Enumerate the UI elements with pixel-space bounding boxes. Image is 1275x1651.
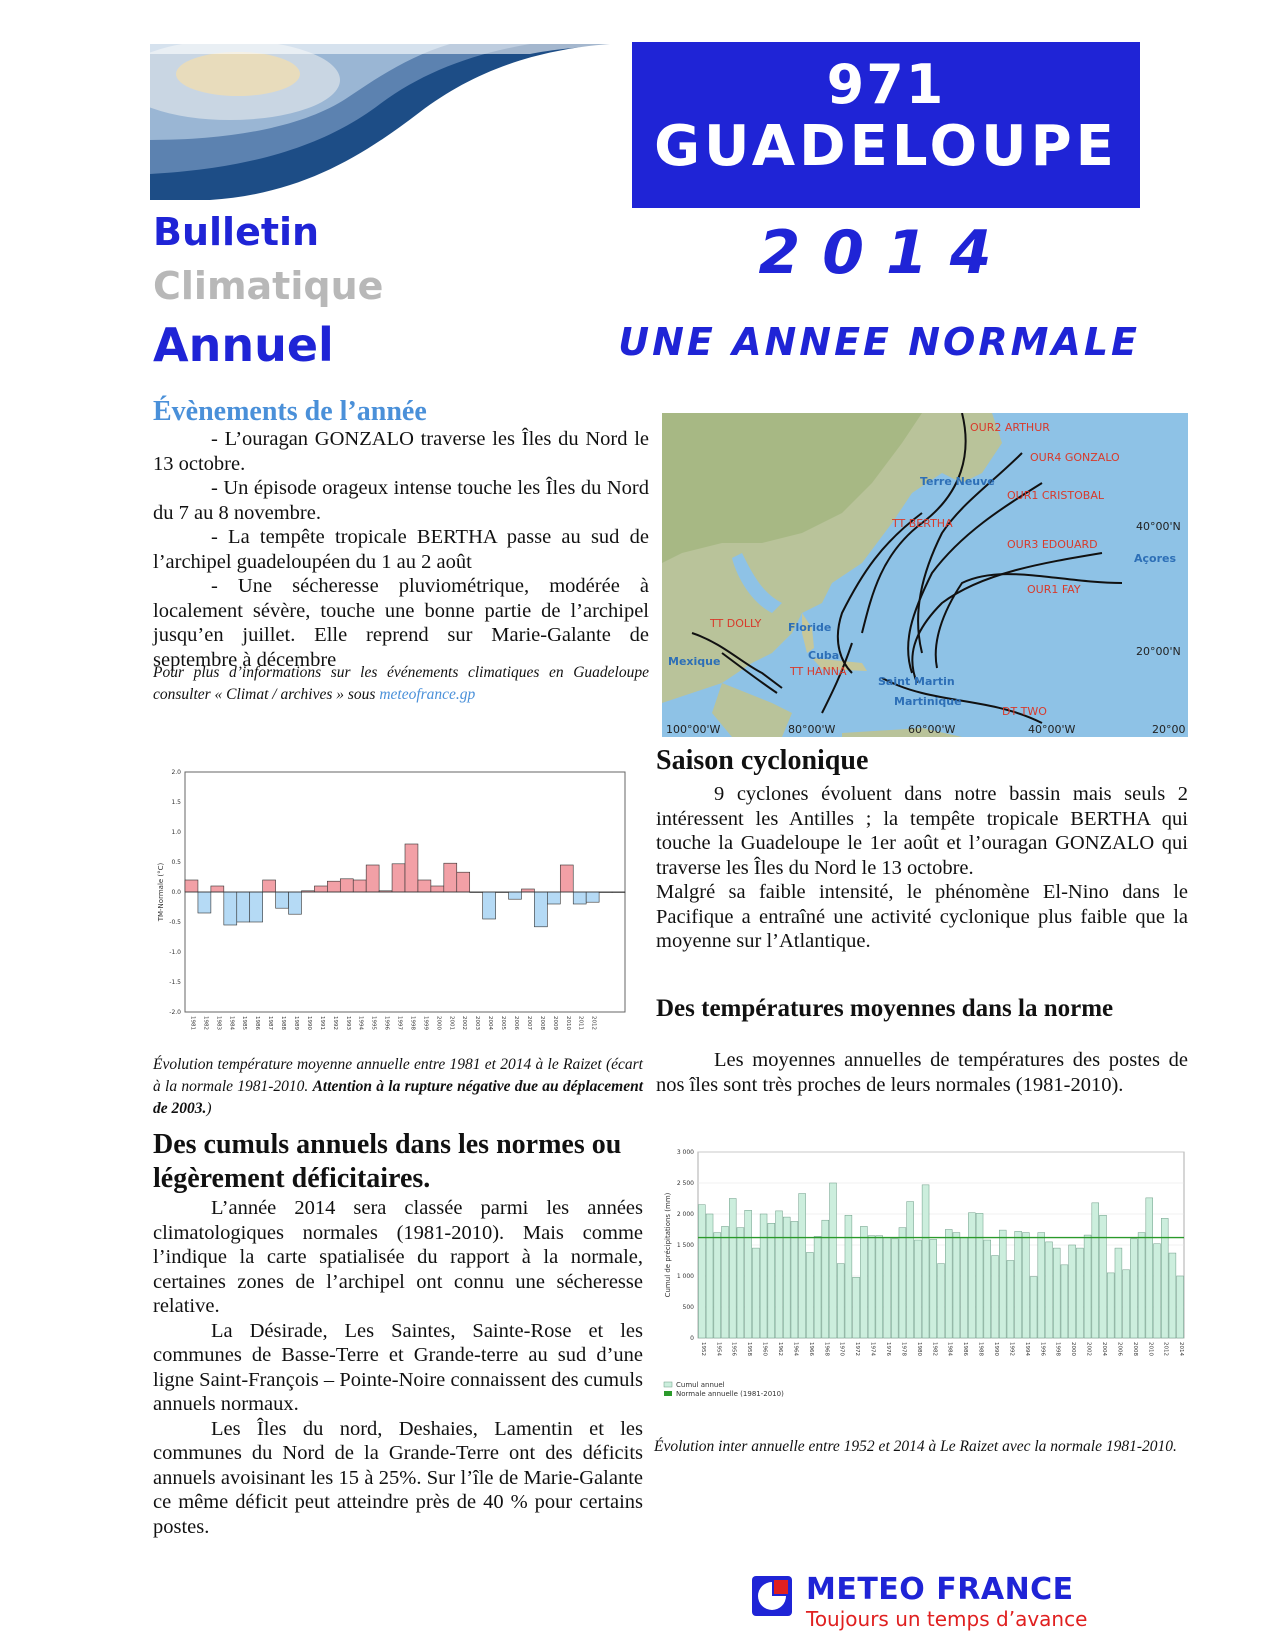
x-tick-label: 2002 (1085, 1342, 1092, 1356)
cyclone-paragraph: Malgré sa faible intensité, le phénomène El-Nino dans le Pacifique a entraîné une activité cyclonique plus faible que la moyenne sur l’Atlantique. (656, 881, 1188, 952)
rain-paragraph: La Désirade, Les Saintes, Sainte-Rose et les communes de Basse-Terre et Grande-terre au sud d’une ligne Saint-François – Pointe-Noire connaissent des cumuls annuels normaux. (153, 1319, 643, 1415)
x-tick-label: 1988 (280, 1016, 287, 1030)
y-tick-label: 2 500 (676, 1180, 694, 1187)
title-annuel: Annuel (153, 318, 334, 372)
bar (431, 886, 444, 892)
y-tick-label: 1 000 (676, 1273, 694, 1280)
bar (745, 1210, 752, 1338)
y-tick-label: 500 (682, 1304, 694, 1311)
bar (938, 1264, 945, 1338)
bar (722, 1226, 729, 1338)
lon-label: 20°00 (1152, 723, 1186, 736)
bar (698, 1205, 705, 1338)
y-tick-label: -1.0 (169, 949, 181, 956)
x-tick-label: 1984 (946, 1342, 953, 1356)
map-label: OUR1 CRISTOBAL (1007, 489, 1104, 502)
y-tick-label: -2.0 (169, 1009, 181, 1016)
x-tick-label: 1995 (370, 1016, 377, 1030)
x-tick-label: 2008 (1131, 1342, 1138, 1356)
temperature-caption (153, 1054, 643, 1120)
bar (999, 1230, 1006, 1338)
bar (509, 892, 522, 899)
x-tick-label: 2001 (448, 1016, 455, 1030)
map-svg (662, 413, 1188, 737)
bar (560, 865, 573, 892)
x-tick-label: 1996 (1039, 1342, 1046, 1356)
x-tick-label: 1983 (215, 1016, 222, 1030)
x-tick-label: 1997 (396, 1016, 403, 1030)
x-tick-label: 1976 (885, 1342, 891, 1356)
bar (250, 892, 263, 922)
lon-label: 60°00'W (908, 723, 956, 736)
x-tick-label: 1956 (730, 1342, 737, 1356)
bar (1076, 1248, 1083, 1338)
bar (483, 892, 496, 919)
y-tick-label: -1.5 (169, 979, 181, 986)
department-badge (632, 42, 1140, 208)
x-tick-label: 1981 (189, 1016, 196, 1030)
x-tick-label: 1982 (202, 1016, 209, 1030)
x-tick-label: 1958 (746, 1342, 753, 1356)
map-label: OUR3 EDOUARD (1007, 538, 1098, 551)
x-tick-label: 1991 (318, 1016, 325, 1030)
bar (899, 1228, 906, 1338)
bar (327, 881, 340, 892)
y-tick-label: -0.5 (169, 919, 181, 926)
x-tick-label: 1952 (699, 1342, 706, 1356)
place-label: Mexique (668, 655, 721, 668)
map-label: OUR4 GONZALO (1030, 451, 1120, 464)
x-tick-label: 1962 (777, 1342, 783, 1356)
x-tick-label: 2012 (590, 1016, 597, 1030)
bar (444, 863, 457, 892)
lat-label: 40°00'N (1136, 520, 1181, 533)
x-tick-label: 1988 (977, 1342, 984, 1356)
title-bulletin: Bulletin (153, 210, 320, 254)
x-tick-label: 2009 (551, 1016, 558, 1030)
x-tick-label: 1968 (823, 1342, 830, 1356)
bar (1177, 1276, 1184, 1338)
bar (737, 1228, 744, 1338)
bar (1161, 1218, 1168, 1338)
events-note (153, 662, 649, 706)
bar (1069, 1245, 1076, 1338)
bar (876, 1236, 883, 1338)
place-label: Terre Neuve (920, 475, 995, 488)
temperature-caption-warning: Attention à la rupture négative due au déplacement de 2003. (153, 1078, 643, 1117)
bar (714, 1233, 721, 1338)
events-note-text: Pour plus d’informations sur les événements climatiques en Guadeloupe consulter « Climat / archives » sous (153, 664, 649, 703)
bar (860, 1226, 867, 1338)
temperature-paragraph: Les moyennes annuelles de températures des postes de nos îles sont très proches de leurs normales (1981-2010). (656, 1049, 1188, 1096)
x-tick-label: 2007 (525, 1016, 532, 1030)
bar (768, 1223, 775, 1338)
bar (405, 844, 418, 892)
y-tick-label: 1.5 (171, 799, 181, 806)
bar (289, 892, 302, 914)
x-tick-label: 1966 (807, 1342, 814, 1356)
legend-swatch (664, 1382, 672, 1387)
bar (1092, 1203, 1099, 1338)
bar (1100, 1215, 1107, 1338)
y-tick-label: 3 000 (676, 1149, 694, 1156)
events-list (153, 427, 649, 672)
bar (907, 1202, 914, 1338)
temperature-caption-end: ) (206, 1100, 212, 1117)
bar (211, 886, 224, 892)
bar (799, 1194, 806, 1338)
bar (353, 880, 366, 892)
x-tick-label: 1992 (331, 1016, 338, 1030)
x-tick-label: 1990 (993, 1342, 999, 1356)
x-tick-label: 2011 (577, 1016, 584, 1030)
x-tick-label: 2000 (1070, 1342, 1077, 1356)
bar (1022, 1233, 1029, 1338)
annual-rainfall-chart (660, 1148, 1195, 1418)
bar (845, 1215, 852, 1338)
x-tick-label: 2004 (487, 1016, 494, 1030)
bar (224, 892, 237, 925)
x-tick-label: 2004 (1101, 1342, 1107, 1356)
bar (884, 1238, 891, 1338)
header-swirl-graphic (150, 44, 620, 200)
bulletin-subtitle: UNE ANNEE NORMALE (618, 320, 1140, 364)
x-tick-label: 1972 (854, 1342, 861, 1356)
map-label: OUR1 FAY (1027, 583, 1081, 596)
x-tick-label: 1996 (383, 1016, 390, 1030)
x-tick-label: 1990 (305, 1016, 312, 1030)
y-tick-label: 1.0 (171, 829, 181, 836)
bar (791, 1221, 798, 1338)
bar (914, 1240, 921, 1338)
bar (1007, 1261, 1014, 1339)
bar (1015, 1231, 1022, 1338)
temperature-heading: Des températures moyennes dans la norme (656, 995, 1114, 1022)
bar (534, 892, 547, 927)
event-item: - La tempête tropicale BERTHA passe au sud de l’archipel guadeloupéen du 1 au 2 août (153, 526, 649, 573)
events-heading: Évènements de l’année (153, 396, 427, 427)
x-tick-label: 1970 (838, 1342, 845, 1356)
x-tick-label: 2003 (474, 1016, 481, 1030)
x-tick-label: 2012 (1162, 1342, 1169, 1356)
bar (945, 1230, 952, 1339)
x-tick-label: 2000 (435, 1016, 442, 1030)
bar (1061, 1265, 1068, 1338)
x-tick-label: 1984 (228, 1016, 235, 1030)
x-tick-label: 2005 (500, 1016, 507, 1030)
bar (1130, 1239, 1137, 1338)
x-tick-label: 2008 (538, 1016, 545, 1030)
bar (891, 1239, 898, 1338)
y-tick-label: 0.5 (171, 859, 181, 866)
bar (457, 872, 470, 892)
map-label: TT HANNA (790, 665, 847, 678)
x-tick-label: 1994 (1023, 1342, 1030, 1356)
bar (1154, 1244, 1161, 1338)
bar (1123, 1270, 1130, 1338)
x-tick-label: 1974 (869, 1342, 876, 1356)
x-tick-label: 2002 (461, 1016, 468, 1030)
meteofrance-link[interactable]: meteofrance.gp (379, 686, 476, 703)
bar (1146, 1198, 1153, 1338)
lat-label: 20°00'N (1136, 645, 1181, 658)
x-tick-label: 1998 (1054, 1342, 1061, 1356)
lon-label: 100°00'W (666, 723, 721, 736)
bar (586, 892, 599, 902)
x-tick-label: 1998 (409, 1016, 416, 1030)
x-tick-label: 2006 (1116, 1342, 1123, 1356)
y-tick-label: 2.0 (171, 769, 181, 776)
bulletin-year: 2014 (758, 218, 1014, 288)
bar (1030, 1277, 1037, 1338)
place-label: Cuba (808, 649, 840, 662)
bar (837, 1264, 844, 1338)
rain-heading: Des cumuls annuels dans les normes ou légèrement déficitaires. (153, 1129, 622, 1194)
bar (984, 1240, 991, 1338)
legend-swatch (664, 1391, 672, 1396)
lon-label: 80°00'W (788, 723, 836, 736)
x-tick-label: 1960 (761, 1342, 768, 1356)
lon-label: 40°00'W (1028, 723, 1076, 736)
meteo-france-logo-icon (752, 1576, 792, 1616)
bar (521, 889, 534, 892)
bar (783, 1217, 790, 1338)
bar (1169, 1253, 1176, 1338)
cyclone-heading: Saison cyclonique (656, 745, 869, 776)
bar (1046, 1242, 1053, 1338)
bar (1084, 1235, 1091, 1338)
bar (418, 880, 431, 892)
bar (1115, 1248, 1122, 1338)
bar (392, 864, 405, 892)
bar (1053, 1248, 1060, 1338)
place-label: Floride (788, 621, 832, 634)
bar (961, 1238, 968, 1338)
bar (752, 1248, 759, 1338)
map-label: OUR2 ARTHUR (970, 421, 1050, 434)
bar (237, 892, 250, 922)
title-climatique: Climatique (153, 264, 384, 308)
legend-label: Cumul annuel (676, 1381, 725, 1389)
bar (806, 1252, 813, 1338)
rain-text (153, 1196, 643, 1539)
temperature-caption-text: Évolution température moyenne annuelle entre 1981 et 2014 à le Raizet (écart à la normale 1981-2010. (153, 1056, 643, 1095)
cyclone-tracks-map (662, 413, 1188, 737)
event-item: - L’ouragan GONZALO traverse les Îles du Nord le 13 octobre. (153, 428, 649, 475)
y-axis-label: TM-Normale (°C) (157, 862, 165, 922)
bar (1138, 1233, 1145, 1338)
brand-tagline: Toujours un temps d’avance (806, 1607, 1088, 1631)
bar (729, 1199, 736, 1339)
x-tick-label: 1989 (293, 1016, 299, 1030)
bar (760, 1214, 767, 1338)
y-tick-label: 1 500 (676, 1242, 694, 1249)
bar (830, 1183, 837, 1338)
department-number: 971 (826, 53, 946, 116)
event-item: - Un épisode orageux intense touche les Îles du Nord du 7 au 8 novembre. (153, 477, 649, 524)
bar (340, 879, 353, 892)
bar (776, 1211, 783, 1338)
x-tick-label: 2010 (564, 1016, 571, 1030)
y-axis-label: Cumul de précipitations (mm) (664, 1192, 672, 1298)
y-tick-label: 2 000 (676, 1211, 694, 1218)
map-label: TT BERTHA (892, 517, 953, 530)
y-tick-label: 0 (690, 1335, 694, 1342)
x-tick-label: 1993 (344, 1016, 351, 1030)
place-label: Martinique (894, 695, 962, 708)
x-tick-label: 2006 (513, 1016, 519, 1030)
map-label: DT TWO (1002, 705, 1047, 718)
bar (1038, 1233, 1045, 1338)
legend-label: Normale annuelle (1981-2010) (676, 1390, 784, 1398)
bar (263, 880, 276, 892)
x-tick-label: 1985 (241, 1016, 248, 1030)
x-tick-label: 1992 (1008, 1342, 1015, 1356)
map-label: TT DOLLY (710, 617, 762, 630)
bar (366, 865, 379, 892)
temperature-text (656, 1048, 1188, 1097)
y-tick-label: 0.0 (171, 889, 181, 896)
bar (547, 892, 560, 904)
bar (314, 886, 327, 892)
x-tick-label: 2010 (1147, 1342, 1154, 1356)
bar (992, 1256, 999, 1338)
bar (276, 892, 289, 908)
x-tick-label: 1982 (931, 1342, 938, 1356)
x-tick-label: 1987 (267, 1016, 274, 1030)
bar (953, 1233, 960, 1338)
bar (814, 1236, 821, 1338)
rain-caption: Évolution inter annuelle entre 1952 et 2014 à Le Raizet avec la normale 1981-2010. (654, 1438, 1177, 1455)
bar (706, 1214, 713, 1338)
x-tick-label: 1999 (422, 1016, 429, 1030)
x-tick-label: 1964 (792, 1342, 799, 1356)
cyclone-text (656, 782, 1188, 954)
bar (185, 880, 198, 892)
bar (198, 892, 211, 913)
bar (930, 1239, 937, 1338)
cyclone-paragraph: 9 cyclones évoluent dans notre bassin mais seuls 2 intéressent les Antilles ; la tempête tropicale BERTHA qui touche la Guadeloupe le 1er août et l’ouragan GONZALO qui traverse les Îles du Nord le 13 octobre. (656, 783, 1188, 879)
x-tick-label: 1954 (715, 1342, 722, 1356)
x-tick-label: 1994 (357, 1016, 364, 1030)
bar (1107, 1273, 1114, 1338)
brand-name: METEO FRANCE (806, 1572, 1074, 1607)
department-name: GUADELOUPE (654, 114, 1118, 179)
x-tick-label: 1980 (915, 1342, 922, 1356)
bar (976, 1213, 983, 1338)
x-tick-label: 2014 (1178, 1342, 1185, 1356)
bar (922, 1185, 929, 1338)
place-label: Açores (1134, 552, 1177, 565)
bar (868, 1236, 875, 1338)
place-label: Saint Martin (878, 675, 955, 688)
x-tick-label: 1986 (962, 1342, 969, 1356)
rain-paragraph: Les Îles du nord, Deshaies, Lamentin et les communes du Nord de la Grande-Terre ont des déficits annuels avoisinant les 15 à 25%. Sur l’île de Marie-Galante ce même déficit peut atteindre près de 40 % pour certains postes. (153, 1417, 643, 1538)
rain-paragraph: L’année 2014 sera classée parmi les années climatologiques normales (1981-2010). Mais comme l’indique la carte spatialisée du rapport à la normale, certaines zones de l’archipel ont connu une sécheresse relative. (153, 1197, 643, 1317)
bar (968, 1213, 975, 1338)
bar (853, 1277, 860, 1338)
event-item: - Une sécheresse pluviométrique, modérée à localement sévère, touche une bonne partie de l’archipel jusqu’en juillet. Elle reprend sur Marie-Galante de septembre à décembre (153, 575, 649, 671)
bar (573, 892, 586, 904)
x-tick-label: 1986 (254, 1016, 261, 1030)
temperature-anomaly-chart (153, 762, 633, 1052)
x-tick-label: 1978 (900, 1342, 907, 1356)
